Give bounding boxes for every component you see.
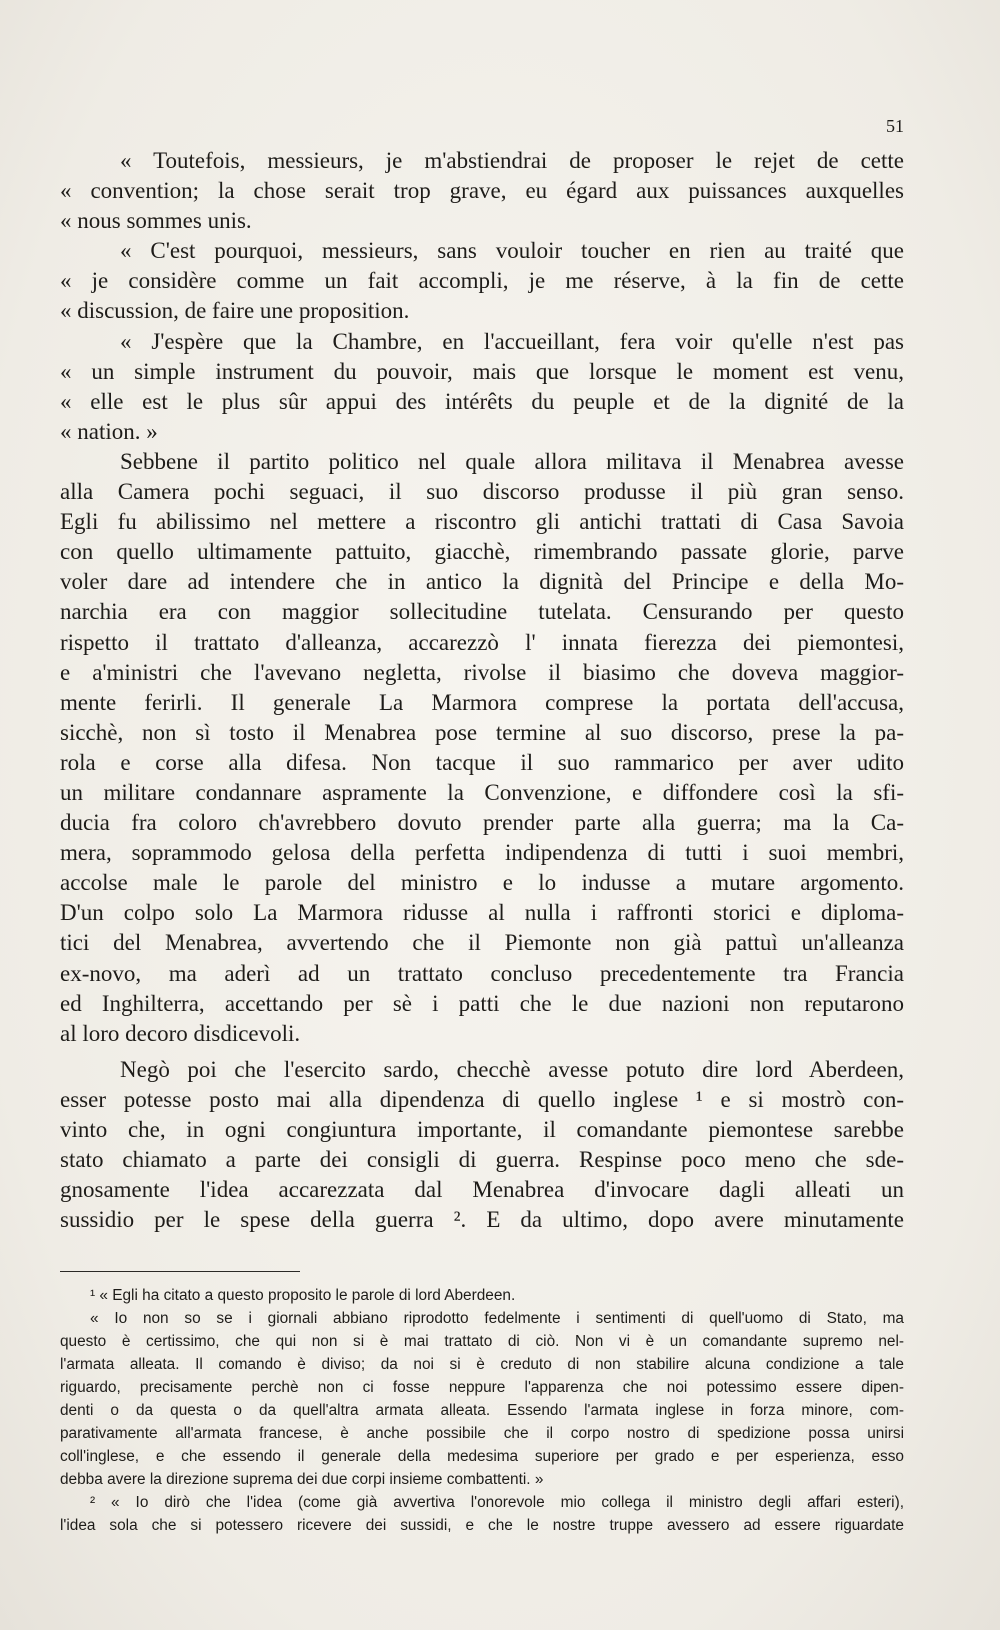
page-number: 51 xyxy=(886,116,904,136)
text-line: « nation. » xyxy=(60,418,158,444)
text-line: stato chiamato a parte dei consigli di guerra. Respinse poco meno che sde- xyxy=(60,1147,904,1173)
text-line: sussidio per le spese della guerra ². E da ultimo, dopo avere minutamente xyxy=(60,1207,904,1233)
text-line: rispetto il trattato d'alleanza, accarezzò l' innata fierezza dei piemontesi, xyxy=(60,629,904,655)
text-line: vinto che, in ogni congiuntura importante, il comandante piemontese sarebbe xyxy=(60,1117,904,1142)
footnote-line: denti o da questa o da quell'altra armata alleata. Essendo l'armata inglese in forza minore, com- xyxy=(60,1402,904,1419)
footnote-line: questo è certissimo, che qui non si è mai trattato di ciò. Non vi è un comandante supremo nel- xyxy=(60,1333,904,1350)
text-line: Negò poi che l'esercito sardo, checchè avesse potuto dire lord Aberdeen, xyxy=(120,1056,904,1082)
text-line: D'un colpo solo La Marmora ridusse al nulla i raffronti storici e diploma- xyxy=(60,900,904,926)
text-line: un militare condannare aspramente la Convenzione, e diffondere così la sfi- xyxy=(60,779,904,805)
footnote-line: parativamente all'armata francese, è anche possibile che il corpo nostro di spedizione possa unirsi xyxy=(60,1425,904,1442)
footnote-line: coll'inglese, e che essendo il generale della medesima superiore per grado e per esperienza, esso xyxy=(60,1448,904,1465)
text-line: « nous sommes unis. xyxy=(60,208,252,234)
text-line: narchia era con maggior sollecitudine tutelata. Censurando per questo xyxy=(60,599,904,625)
text-line: mera, soprammodo gelosa della perfetta indipendenza di tutti i suoi membri, xyxy=(60,840,904,866)
text-line: ducia fra coloro ch'avrebbero dovuto prender parte alla guerra; ma la Ca- xyxy=(60,810,904,836)
footnotes xyxy=(60,1284,904,1537)
footnote-separator xyxy=(60,1271,300,1272)
text-line: rola e corse alla difesa. Non tacque il suo rammarico per aver udito xyxy=(60,749,904,775)
footnote-line: riguardo, precisamente perchè non ci fosse neppure l'apparenza che noi potessimo essere dipen- xyxy=(60,1379,904,1396)
text-line: Egli fu abilissimo nel mettere a riscontro gli antichi trattati di Casa Savoia xyxy=(60,509,904,535)
text-line: « je considère comme un fait accompli, je me réserve, à la fin de cette xyxy=(60,268,904,294)
text-line: sicchè, non sì tosto il Menabrea pose termine al suo discorso, prese la pa- xyxy=(60,719,904,745)
text-line: Sebbene il partito politico nel quale allora militava il Menabrea avesse xyxy=(120,448,904,474)
text-line: « C'est pourquoi, messieurs, sans vouloir toucher en rien au traité que xyxy=(120,238,904,264)
footnote-line: l'armata alleata. Il comando è diviso; da noi si è creduto di non stabilire alcuna condizione a tale xyxy=(60,1356,904,1373)
text-line: accolse male le parole del ministro e lo indusse a mutare argomento. xyxy=(60,870,904,896)
text-line: ed Inghilterra, accettando per sè i patti che le due nazioni non reputarono xyxy=(60,990,904,1016)
text-line: e a'ministri che l'avevano negletta, rivolse il biasimo che doveva maggior- xyxy=(60,659,904,685)
text-line: « J'espère que la Chambre, en l'accueillant, fera voir qu'elle n'est pas xyxy=(120,328,904,354)
text-line: ex-novo, ma aderì ad un trattato concluso precedentemente tra Francia xyxy=(60,960,904,986)
text-line: « elle est le plus sûr appui des intérêts du peuple et de la dignité de la xyxy=(60,388,904,414)
text-line: con quello ultimamente pattuito, giacchè, rimembrando passate glorie, parve xyxy=(60,539,904,565)
footnote-line: l'idea sola che si potessero ricevere dei sussidi, e che le nostre truppe avessero ad essere riguardate xyxy=(60,1517,904,1534)
footnote-line: ² « Io dirò che l'idea (come già avvertiva l'onorevole mio collega il ministro degli affari esteri), xyxy=(90,1494,904,1511)
text-line: voler dare ad intendere che in antico la dignità del Principe e della Mo- xyxy=(60,569,904,595)
footnote-line: debba avere la direzione suprema dei due corpi insieme combattenti. » xyxy=(60,1471,544,1488)
text-line: mente ferirli. Il generale La Marmora comprese la portata dell'accusa, xyxy=(60,689,904,715)
text-line: tici del Menabrea, avvertendo che il Piemonte non già pattuì un'alleanza xyxy=(60,930,904,956)
footnote-line: ¹ « Egli ha citato a questo proposito le parole di lord Aberdeen. xyxy=(90,1287,516,1304)
main-text xyxy=(60,146,904,1235)
text-line: alla Camera pochi seguaci, il suo discorso produsse il più gran senso. xyxy=(60,479,904,505)
footnote-line: « Io non so se i giornali abbiano riprodotto fedelmente i sentimenti di quell'uomo di Stato, ma xyxy=(90,1310,904,1327)
text-line: « convention; la chose serait trop grave, eu égard aux puissances auxquelles xyxy=(60,178,904,204)
text-line: gnosamente l'idea accarezzata dal Menabrea d'invocare dagli alleati un xyxy=(60,1177,904,1203)
text-line: « un simple instrument du pouvoir, mais que lorsque le moment est venu, xyxy=(60,358,904,384)
text-line: « Toutefois, messieurs, je m'abstiendrai de proposer le rejet de cette xyxy=(120,148,904,173)
text-line: al loro decoro disdicevoli. xyxy=(60,1020,301,1046)
text-line: « discussion, de faire une proposition. xyxy=(60,298,410,324)
text-line: esser potesse posto mai alla dipendenza di quello inglese ¹ e si mostrò con- xyxy=(60,1086,904,1112)
